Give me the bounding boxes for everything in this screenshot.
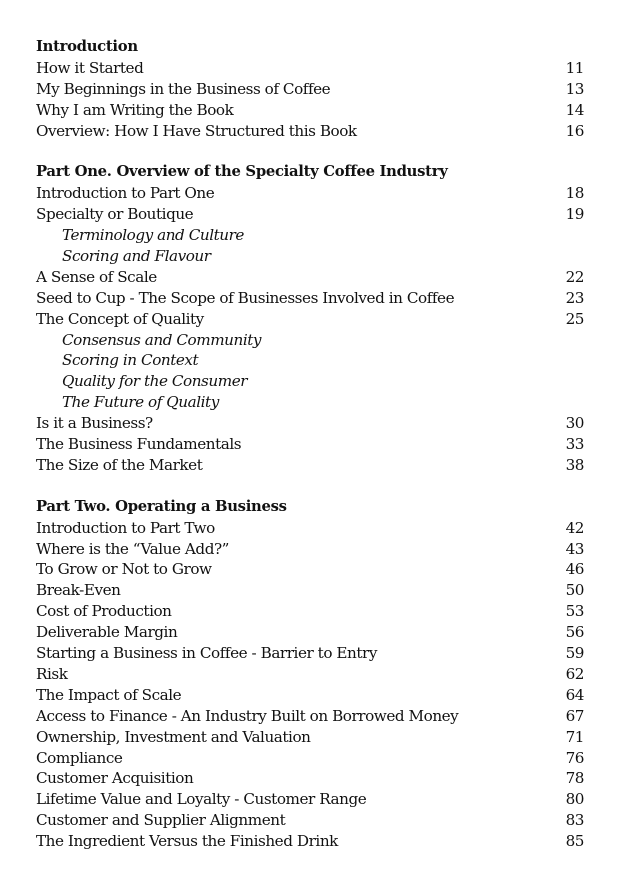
toc-entry	[36, 434, 586, 455]
toc-subentry	[36, 330, 586, 351]
toc-entry-title: A Sense of Scale	[36, 267, 157, 286]
toc-subentry	[36, 392, 586, 413]
toc-entry-title: To Grow or Not to Grow	[36, 560, 212, 579]
toc-entry	[36, 413, 586, 434]
toc-entry-title: The Concept of Quality	[36, 309, 204, 328]
toc-entry-title: Break-Even	[36, 581, 121, 600]
toc-entry	[36, 601, 586, 622]
toc-entry-page-number: 53	[565, 602, 584, 621]
table-of-contents	[36, 37, 586, 852]
toc-entry-title: Overview: How I Have Structured this Book	[36, 121, 357, 140]
toc-entry	[36, 100, 586, 121]
toc-entry	[36, 267, 586, 288]
section-spacer	[36, 476, 586, 497]
toc-entry-page-number: 56	[565, 623, 584, 642]
toc-entry-title: Quality for the Consumer	[62, 372, 248, 391]
toc-entry	[36, 831, 586, 852]
toc-entry-title: Customer and Supplier Alignment	[36, 811, 286, 830]
toc-entry-page-number: 19	[565, 205, 584, 224]
toc-entry	[36, 768, 586, 789]
section-heading-text: Part One. Overview of the Specialty Coffee Industry	[36, 163, 448, 181]
toc-entry-page-number: 22	[565, 267, 584, 286]
toc-entry-title: How it Started	[36, 58, 144, 77]
toc-entry	[36, 58, 586, 79]
toc-entry	[36, 789, 586, 810]
toc-entry-title: The Ingredient Versus the Finished Drink	[36, 832, 338, 851]
toc-entry	[36, 685, 586, 706]
section-spacer	[36, 141, 586, 162]
toc-entry-title: Risk	[36, 664, 68, 683]
toc-entry-page-number: 83	[565, 811, 584, 830]
toc-entry	[36, 664, 586, 685]
toc-entry-page-number: 16	[565, 121, 584, 140]
toc-entry-title: My Beginnings in the Business of Coffee	[36, 79, 331, 98]
toc-entry	[36, 643, 586, 664]
toc-entry-title: Deliverable Margin	[36, 623, 178, 642]
toc-subentry	[36, 350, 586, 371]
toc-entry-page-number: 38	[565, 455, 584, 474]
toc-subentry	[36, 225, 586, 246]
toc-entry-page-number: 64	[565, 685, 584, 704]
toc-entry-title: Terminology and Culture	[62, 226, 244, 245]
toc-entry-title: The Impact of Scale	[36, 685, 182, 704]
toc-entry-page-number: 46	[565, 560, 584, 579]
toc-entry-title: Lifetime Value and Loyalty - Customer Range	[36, 790, 367, 809]
toc-entry	[36, 204, 586, 225]
toc-entry	[36, 121, 586, 142]
toc-entry-page-number: 85	[565, 832, 584, 851]
toc-entry-title: The Business Fundamentals	[36, 435, 242, 454]
toc-entry	[36, 580, 586, 601]
toc-entry-title: Starting a Business in Coffee - Barrier to Entry	[36, 644, 377, 663]
section-heading-text: Part Two. Operating a Business	[36, 497, 287, 515]
section-heading	[36, 497, 586, 518]
toc-entry-title: Introduction to Part One	[36, 184, 215, 203]
toc-entry	[36, 518, 586, 539]
toc-entry-title: Customer Acquisition	[36, 769, 194, 788]
toc-entry-page-number: 42	[565, 518, 584, 537]
toc-entry-page-number: 71	[565, 727, 584, 746]
toc-entry	[36, 455, 586, 476]
toc-entry	[36, 810, 586, 831]
toc-entry-page-number: 11	[565, 58, 584, 77]
toc-subentry	[36, 371, 586, 392]
toc-entry	[36, 539, 586, 560]
toc-entry-page-number: 80	[565, 790, 584, 809]
toc-entry-page-number: 76	[565, 748, 584, 767]
section-heading	[36, 162, 586, 183]
toc-entry	[36, 559, 586, 580]
toc-entry-page-number: 25	[565, 309, 584, 328]
toc-entry-page-number: 43	[565, 539, 584, 558]
toc-entry	[36, 288, 586, 309]
toc-entry-title: The Future of Quality	[62, 393, 219, 412]
toc-entry-title: Why I am Writing the Book	[36, 100, 234, 119]
toc-entry-page-number: 50	[565, 581, 584, 600]
toc-entry-title: The Size of the Market	[36, 455, 203, 474]
toc-entry-page-number: 78	[565, 769, 584, 788]
toc-entry-title: Is it a Business?	[36, 414, 153, 433]
toc-entry-title: Where is the “Value Add?”	[36, 539, 229, 558]
toc-entry-title: Access to Finance - An Industry Built on Borrowed Money	[36, 706, 459, 725]
toc-entry-page-number: 67	[565, 706, 584, 725]
toc-entry	[36, 79, 586, 100]
toc-entry-title: Scoring in Context	[62, 351, 199, 370]
toc-entry-page-number: 33	[565, 435, 584, 454]
toc-entry	[36, 727, 586, 748]
toc-entry	[36, 309, 586, 330]
toc-entry-title: Ownership, Investment and Valuation	[36, 727, 311, 746]
toc-entry-title: Cost of Production	[36, 602, 172, 621]
toc-entry	[36, 622, 586, 643]
section-heading	[36, 37, 586, 58]
toc-entry	[36, 183, 586, 204]
toc-subentry	[36, 246, 586, 267]
toc-entry-title: Seed to Cup - The Scope of Businesses Involved in Coffee	[36, 288, 455, 307]
toc-entry-title: Specialty or Boutique	[36, 205, 194, 224]
toc-entry-page-number: 14	[565, 100, 584, 119]
toc-entry-title: Introduction to Part Two	[36, 518, 215, 537]
toc-entry-title: Scoring and Flavour	[62, 247, 211, 266]
toc-entry-page-number: 30	[565, 414, 584, 433]
toc-entry-page-number: 62	[565, 664, 584, 683]
toc-entry-page-number: 13	[565, 79, 584, 98]
toc-entry-page-number: 18	[565, 184, 584, 203]
toc-entry-page-number: 59	[565, 644, 584, 663]
section-heading-text: Introduction	[36, 38, 138, 55]
toc-entry-title: Compliance	[36, 748, 123, 767]
toc-entry	[36, 706, 586, 727]
toc-entry-page-number: 23	[565, 288, 584, 307]
toc-entry-title: Consensus and Community	[62, 330, 262, 349]
toc-entry	[36, 748, 586, 769]
